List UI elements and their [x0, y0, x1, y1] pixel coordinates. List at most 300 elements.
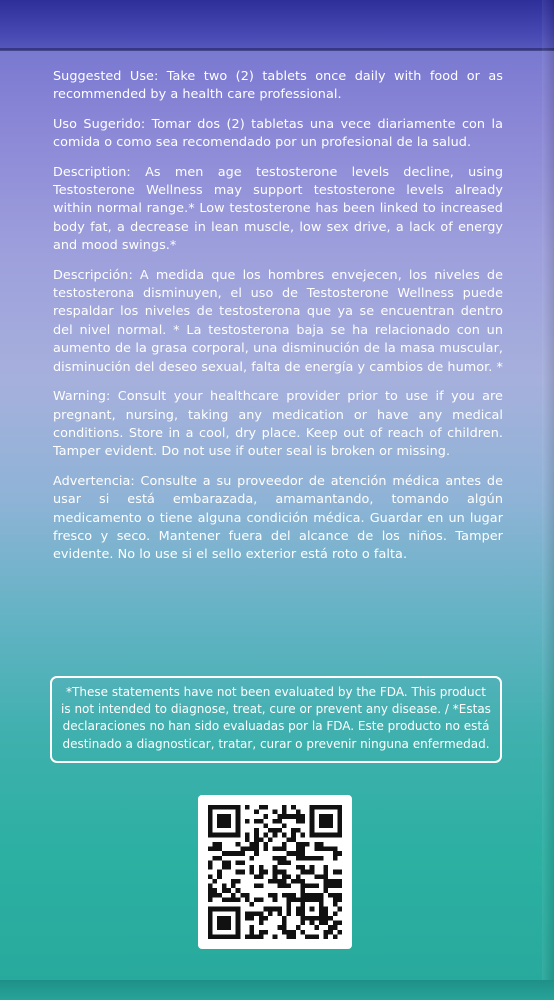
- qr-module: [319, 907, 324, 912]
- qr-module: [314, 893, 319, 898]
- qr-module: [291, 934, 296, 939]
- qr-module: [333, 902, 338, 907]
- qr-module: [263, 833, 268, 838]
- qr-module: [217, 833, 222, 838]
- qr-module: [319, 893, 324, 898]
- qr-module: [310, 865, 315, 870]
- qr-module: [277, 814, 282, 819]
- qr-module: [236, 907, 241, 912]
- qr-module: [217, 805, 222, 810]
- qr-module: [287, 860, 292, 865]
- qr-module: [208, 897, 213, 902]
- qr-module: [337, 814, 342, 819]
- qr-module: [222, 823, 227, 828]
- qr-module: [236, 833, 241, 838]
- qr-module: [296, 925, 301, 930]
- qr-module: [254, 842, 259, 847]
- qr-module: [296, 907, 301, 912]
- qr-module: [226, 823, 231, 828]
- qr-module: [208, 819, 213, 824]
- qr-module: [245, 916, 250, 921]
- qr-module: [296, 828, 301, 833]
- qr-module: [273, 907, 278, 912]
- qr-module: [282, 884, 287, 889]
- qr-module: [208, 823, 213, 828]
- qr-module: [226, 888, 231, 893]
- qr-module: [310, 916, 315, 921]
- qr-module: [337, 879, 342, 884]
- qr-module: [328, 814, 333, 819]
- qr-module: [254, 833, 259, 838]
- qr-module: [208, 907, 213, 912]
- qr-module: [222, 814, 227, 819]
- qr-module: [333, 847, 338, 852]
- qr-code[interactable]: [198, 795, 352, 949]
- qr-module: [305, 893, 310, 898]
- qr-module: [287, 907, 292, 912]
- qr-module: [217, 916, 222, 921]
- qr-module: [319, 814, 324, 819]
- qr-module: [217, 907, 222, 912]
- qr-module: [287, 911, 292, 916]
- qr-module: [273, 819, 278, 824]
- qr-code-icon: [208, 805, 342, 939]
- qr-module: [324, 865, 329, 870]
- qr-module: [328, 884, 333, 889]
- qr-module: [231, 879, 236, 884]
- qr-module: [273, 893, 278, 898]
- qr-module: [328, 916, 333, 921]
- qr-module: [282, 921, 287, 926]
- qr-module: [222, 907, 227, 912]
- qr-module: [259, 805, 264, 810]
- qr-module: [213, 842, 218, 847]
- qr-module: [273, 828, 278, 833]
- qr-module: [319, 833, 324, 838]
- qr-module: [282, 916, 287, 921]
- qr-module: [208, 916, 213, 921]
- qr-module: [333, 879, 338, 884]
- qr-module: [222, 884, 227, 889]
- qr-module: [236, 870, 241, 875]
- qr-module: [231, 851, 236, 856]
- qr-module: [208, 805, 213, 810]
- qr-module: [314, 934, 319, 939]
- qr-module: [296, 851, 301, 856]
- qr-module: [236, 916, 241, 921]
- qr-module: [337, 897, 342, 902]
- qr-module: [222, 805, 227, 810]
- qr-module: [305, 916, 310, 921]
- qr-module: [222, 934, 227, 939]
- qr-module: [282, 847, 287, 852]
- qr-module: [250, 870, 255, 875]
- qr-module: [273, 856, 278, 861]
- qr-module: [213, 934, 218, 939]
- qr-module: [287, 837, 292, 842]
- qr-module: [277, 847, 282, 852]
- qr-module: [300, 907, 305, 912]
- qr-module: [254, 828, 259, 833]
- qr-module: [217, 921, 222, 926]
- warning-text: Warning: Consult your healthcare provider prior to use if you are pregnant, nursing, taking any medication or have any medical conditions. Store in a cool, dry place. Keep out of reach of children. Tamper evident. Do not use if outer seal is broken or missing.: [53, 389, 503, 460]
- qr-module: [300, 856, 305, 861]
- qr-module: [324, 847, 329, 852]
- qr-module: [273, 934, 278, 939]
- qr-module: [296, 814, 301, 819]
- qr-module: [254, 847, 259, 852]
- qr-module: [222, 865, 227, 870]
- suggested-use-text: Suggested Use: Take two (2) tablets once daily with food or as recommended by a health care professional.: [53, 69, 503, 103]
- qr-module: [310, 893, 315, 898]
- qr-module: [254, 874, 259, 879]
- qr-module: [324, 805, 329, 810]
- qr-module: [319, 911, 324, 916]
- qr-module: [314, 884, 319, 889]
- qr-module: [282, 823, 287, 828]
- qr-module: [300, 911, 305, 916]
- qr-module: [314, 874, 319, 879]
- qr-module: [222, 819, 227, 824]
- qr-module: [277, 856, 282, 861]
- qr-module: [287, 851, 292, 856]
- qr-module: [208, 888, 213, 893]
- qr-module: [324, 814, 329, 819]
- qr-module: [273, 874, 278, 879]
- qr-module: [236, 925, 241, 930]
- qr-module: [300, 879, 305, 884]
- qr-module: [268, 893, 273, 898]
- qr-module: [291, 851, 296, 856]
- qr-module: [226, 860, 231, 865]
- box-bottom-edge: [0, 980, 554, 1000]
- qr-module: [319, 921, 324, 926]
- qr-module: [259, 865, 264, 870]
- qr-module: [310, 897, 315, 902]
- qr-module: [277, 819, 282, 824]
- qr-module: [324, 874, 329, 879]
- qr-module: [273, 879, 278, 884]
- qr-module: [291, 930, 296, 935]
- qr-module: [236, 921, 241, 926]
- qr-module: [226, 833, 231, 838]
- qr-module: [208, 893, 213, 898]
- qr-module: [296, 897, 301, 902]
- qr-module: [263, 870, 268, 875]
- qr-module: [217, 893, 222, 898]
- qr-module: [268, 911, 273, 916]
- qr-module: [314, 856, 319, 861]
- qr-module: [245, 805, 250, 810]
- qr-module: [245, 893, 250, 898]
- qr-module: [300, 814, 305, 819]
- qr-module: [314, 847, 319, 852]
- qr-module: [310, 870, 315, 875]
- qr-module: [300, 865, 305, 870]
- qr-module: [263, 842, 268, 847]
- qr-module: [310, 833, 315, 838]
- qr-module: [222, 833, 227, 838]
- qr-module: [208, 847, 213, 852]
- qr-module: [245, 911, 250, 916]
- qr-module: [263, 814, 268, 819]
- qr-module: [208, 874, 213, 879]
- qr-module: [208, 925, 213, 930]
- qr-module: [254, 837, 259, 842]
- qr-module: [250, 930, 255, 935]
- qr-module: [263, 847, 268, 852]
- qr-module: [337, 819, 342, 824]
- qr-module: [259, 870, 264, 875]
- qr-module: [226, 851, 231, 856]
- qr-module: [328, 925, 333, 930]
- qr-module: [310, 819, 315, 824]
- qr-module: [324, 819, 329, 824]
- qr-module: [259, 884, 264, 889]
- qr-module: [282, 814, 287, 819]
- qr-module: [245, 833, 250, 838]
- qr-module: [287, 814, 292, 819]
- qr-module: [291, 897, 296, 902]
- qr-module: [213, 879, 218, 884]
- qr-module: [259, 921, 264, 926]
- qr-module: [337, 884, 342, 889]
- qr-module: [328, 893, 333, 898]
- qr-module: [250, 865, 255, 870]
- qr-module: [310, 823, 315, 828]
- qr-module: [333, 851, 338, 856]
- qr-module: [300, 847, 305, 852]
- qr-module: [337, 851, 342, 856]
- qr-module: [250, 902, 255, 907]
- qr-module: [236, 879, 241, 884]
- qr-module: [287, 874, 292, 879]
- qr-module: [263, 823, 268, 828]
- qr-module: [217, 874, 222, 879]
- qr-module: [310, 810, 315, 815]
- qr-module: [324, 921, 329, 926]
- qr-module: [328, 847, 333, 852]
- qr-module: [217, 814, 222, 819]
- qr-module: [226, 814, 231, 819]
- qr-module: [254, 819, 259, 824]
- qr-module: [236, 819, 241, 824]
- qr-module: [240, 851, 245, 856]
- qr-module: [213, 833, 218, 838]
- qr-module: [324, 930, 329, 935]
- qr-module: [245, 847, 250, 852]
- qr-module: [296, 865, 301, 870]
- box-top-edge: [0, 0, 554, 50]
- qr-module: [291, 837, 296, 842]
- qr-module: [337, 893, 342, 898]
- qr-module: [226, 865, 231, 870]
- qr-module: [254, 851, 259, 856]
- qr-module: [226, 805, 231, 810]
- qr-module: [226, 934, 231, 939]
- qr-module: [310, 907, 315, 912]
- qr-module: [305, 934, 310, 939]
- qr-module: [259, 874, 264, 879]
- qr-module: [277, 860, 282, 865]
- qr-module: [282, 879, 287, 884]
- qr-module: [300, 930, 305, 935]
- qr-module: [226, 907, 231, 912]
- qr-module: [217, 819, 222, 824]
- qr-module: [291, 833, 296, 838]
- qr-module: [250, 847, 255, 852]
- qr-module: [319, 842, 324, 847]
- qr-module: [333, 893, 338, 898]
- qr-module: [245, 934, 250, 939]
- qr-module: [282, 805, 287, 810]
- qr-module: [333, 897, 338, 902]
- qr-module: [282, 893, 287, 898]
- qr-module: [245, 819, 250, 824]
- qr-module: [319, 916, 324, 921]
- qr-module: [263, 916, 268, 921]
- qr-module: [208, 930, 213, 935]
- qr-module: [337, 870, 342, 875]
- qr-module: [259, 897, 264, 902]
- qr-module: [333, 884, 338, 889]
- qr-module: [217, 856, 222, 861]
- qr-module: [314, 897, 319, 902]
- qr-module: [328, 833, 333, 838]
- qr-module: [240, 870, 245, 875]
- qr-module: [277, 879, 282, 884]
- advertencia-text: Advertencia: Consulte a su proveedor de atención médica antes de usar si está embarazada, amamantando, tomando algún medicamento o tiene alguna condición médica. Guardar en un lugar fresco y seco. Mantener fuera del alcance de los niños. Tamper evidente. No lo use si el sello exterior está roto o falta.: [53, 473, 503, 563]
- qr-module: [273, 897, 278, 902]
- qr-module: [263, 805, 268, 810]
- qr-module: [310, 814, 315, 819]
- qr-module: [236, 851, 241, 856]
- qr-module: [231, 893, 236, 898]
- qr-module: [282, 874, 287, 879]
- qr-module: [277, 884, 282, 889]
- qr-module: [328, 823, 333, 828]
- fda-disclaimer-text: *These statements have not been evaluated by the FDA. This product is not intended to diagnose, treat, cure or prevent any disease. / *Estas declaraciones no han sido evaluadas por la FDA. Este producto no está destinado a diagnosticar, tratar, curar o prevenir ninguna enfermedad.: [61, 685, 491, 751]
- qr-module: [328, 805, 333, 810]
- qr-module: [296, 856, 301, 861]
- qr-module: [296, 847, 301, 852]
- description-text: Description: As men age testosterone levels decline, using Testosterone Wellness may support testosterone levels already within normal range.* Low testosterone has been linked to increased body fat, a decrease in lean muscle, low sex drive, a lack of energy and mood swings.*: [53, 164, 503, 254]
- qr-module: [296, 911, 301, 916]
- qr-module: [273, 847, 278, 852]
- qr-module: [208, 911, 213, 916]
- qr-module: [300, 851, 305, 856]
- qr-module: [333, 805, 338, 810]
- qr-module: [254, 884, 259, 889]
- qr-module: [236, 888, 241, 893]
- qr-module: [208, 828, 213, 833]
- qr-module: [282, 870, 287, 875]
- qr-module: [319, 805, 324, 810]
- qr-module: [226, 921, 231, 926]
- qr-module: [222, 851, 227, 856]
- qr-module: [300, 902, 305, 907]
- qr-module: [240, 893, 245, 898]
- qr-module: [305, 842, 310, 847]
- qr-module: [208, 865, 213, 870]
- qr-module: [291, 814, 296, 819]
- qr-module: [333, 833, 338, 838]
- qr-module: [296, 842, 301, 847]
- qr-module: [333, 921, 338, 926]
- qr-module: [282, 856, 287, 861]
- qr-module: [305, 856, 310, 861]
- qr-module: [300, 884, 305, 889]
- qr-module: [208, 934, 213, 939]
- qr-module: [324, 870, 329, 875]
- qr-module: [282, 833, 287, 838]
- qr-module: [324, 879, 329, 884]
- qr-module: [217, 925, 222, 930]
- qr-module: [236, 911, 241, 916]
- qr-module: [208, 814, 213, 819]
- qr-module: [222, 888, 227, 893]
- qr-module: [254, 897, 259, 902]
- qr-module: [277, 911, 282, 916]
- qr-module: [337, 833, 342, 838]
- qr-module: [300, 842, 305, 847]
- qr-module: [291, 893, 296, 898]
- qr-module: [250, 934, 255, 939]
- qr-module: [231, 833, 236, 838]
- qr-module: [213, 893, 218, 898]
- qr-module: [324, 823, 329, 828]
- qr-module: [314, 916, 319, 921]
- qr-module: [300, 893, 305, 898]
- qr-module: [300, 921, 305, 926]
- qr-module: [324, 934, 329, 939]
- qr-module: [250, 856, 255, 861]
- qr-module: [324, 916, 329, 921]
- qr-module: [254, 911, 259, 916]
- qr-module: [337, 810, 342, 815]
- label-text-content: [53, 68, 503, 576]
- qr-module: [300, 916, 305, 921]
- qr-module: [263, 907, 268, 912]
- qr-module: [291, 879, 296, 884]
- qr-module: [236, 810, 241, 815]
- qr-module: [300, 833, 305, 838]
- descripcion-text: Descripción: A medida que los hombres envejecen, los niveles de testosterona disminuyen, el uso de Testosterone Wellness puede respaldar los niveles de testosterona que ya se encuentran dentro del nivel normal. * La testosterona baja se ha relacionado con un aumento de la grasa corporal, una disminución de la masa muscular, disminución del deseo sexual, falta de energía y cambios de humor. *: [53, 267, 503, 375]
- qr-module: [333, 870, 338, 875]
- qr-module: [287, 893, 292, 898]
- qr-module: [208, 860, 213, 865]
- qr-module: [324, 888, 329, 893]
- qr-module: [236, 842, 241, 847]
- fda-disclaimer-box: [50, 676, 502, 763]
- qr-module: [337, 921, 342, 926]
- qr-module: [337, 907, 342, 912]
- qr-module: [222, 916, 227, 921]
- qr-module: [328, 819, 333, 824]
- qr-module: [236, 814, 241, 819]
- qr-module: [222, 925, 227, 930]
- qr-module: [305, 897, 310, 902]
- qr-module: [300, 897, 305, 902]
- qr-module: [263, 930, 268, 935]
- qr-module: [305, 884, 310, 889]
- qr-module: [328, 879, 333, 884]
- qr-module: [287, 897, 292, 902]
- qr-module: [273, 810, 278, 815]
- qr-module: [236, 860, 241, 865]
- qr-module: [314, 833, 319, 838]
- qr-module: [268, 828, 273, 833]
